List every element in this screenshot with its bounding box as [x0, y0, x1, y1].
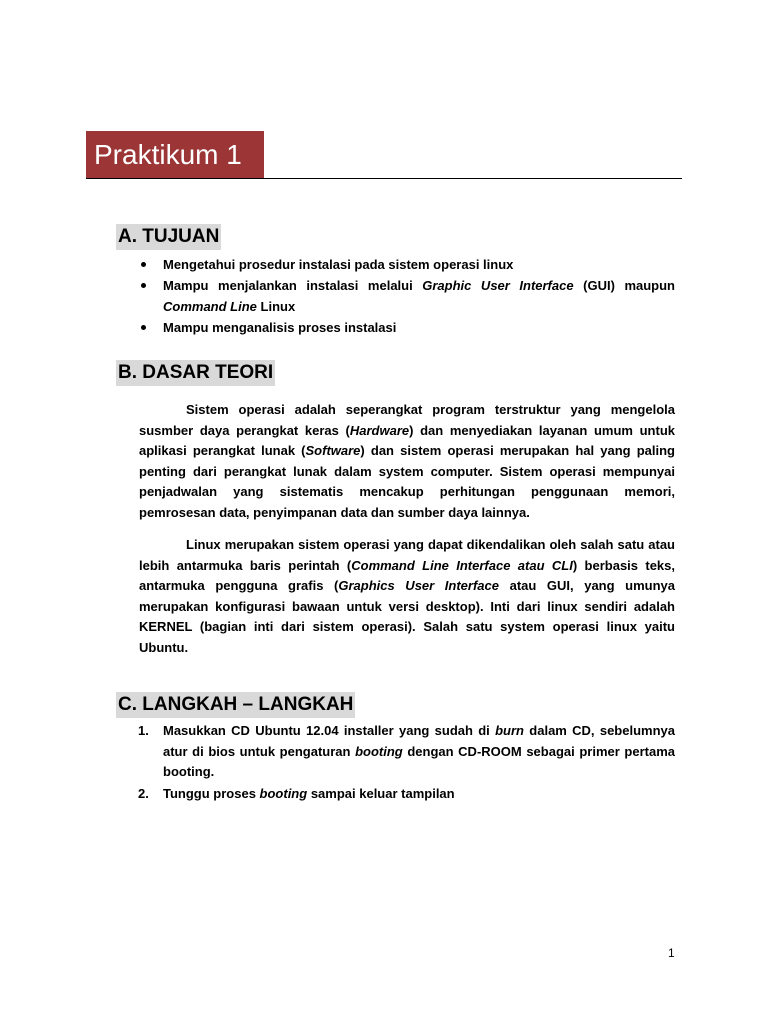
paragraph: Sistem operasi adalah seperangkat program terstruktur yang mengelola susmber daya perangkat keras (Hardware) dan menyediakan layanan umum untuk aplikasi perangkat lunak (Software) dan sistem operasi merupakan hal yang paling penting dari perangkat lunak dalam system computer. Sistem operasi mempunyai penjadwalan yang sistematis mencakup perhitungan penggunaan memori, pemrosesan data, penyimpanan data dan sumber daya lainnya.: [139, 402, 675, 520]
section-c-heading: C. LANGKAH – LANGKAH: [116, 692, 355, 718]
bullet-icon: [141, 283, 146, 288]
page-title: Praktikum 1: [86, 131, 264, 178]
list-item: 1. Masukkan CD Ubuntu 12.04 installer yang sudah di burn dalam CD, sebelumnya atur di bios untuk pengaturan booting dengan CD-ROOM sebagai primer pertama booting.: [138, 723, 675, 780]
list-item: Mampu menganalisis proses instalasi: [163, 317, 675, 338]
section-a-heading: A. TUJUAN: [116, 224, 221, 250]
bullet-icon: [141, 262, 146, 267]
paragraph: Linux merupakan sistem operasi yang dapat dikendalikan oleh salah satu atau lebih antarmuka baris perintah (Command Line Interface atau CLI) berbasis teks, antarmuka pengguna grafis (Graphics User Interface atau GUI, yang umunya merupakan konfigurasi bawaan untuk versi desktop). Inti dari linux sendiri adalah KERNEL (bagian inti dari sistem operasi). Salah satu system operasi linux yaitu Ubuntu.: [139, 537, 676, 655]
bullet-icon: [141, 325, 146, 330]
list-item: Mampu menjalankan instalasi melalui Graphic User Interface (GUI) maupun Command Line Linux: [163, 275, 675, 317]
section-b-heading: B. DASAR TEORI: [116, 360, 275, 386]
title-divider: [86, 178, 682, 179]
list-item: Mengetahui prosedur instalasi pada sistem operasi linux: [163, 254, 675, 275]
list-item: 2. Tunggu proses booting sampai keluar tampilan: [138, 786, 455, 801]
page-number: 1: [668, 946, 675, 960]
